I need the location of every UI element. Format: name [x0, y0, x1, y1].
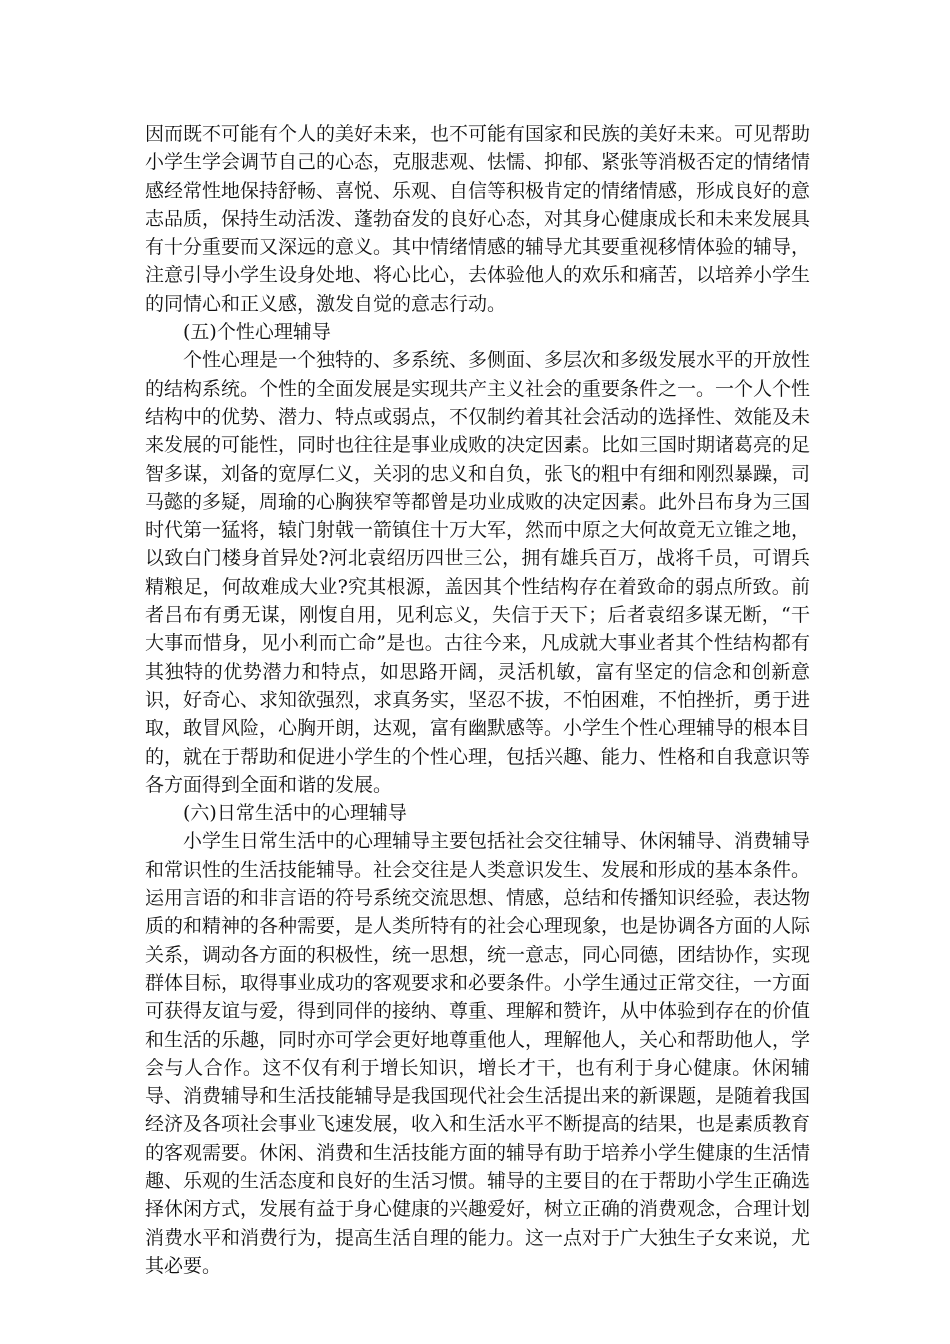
paragraph-emotion-continued: 因而既不可能有个人的美好未来，也不可能有国家和民族的美好未来。可见帮助小学生学会调节自己的心态，克服悲观、怯懦、抑郁、紧张等消极否定的情绪情感经常性地保持舒畅、喜悦、乐观、自信等积极肯定的情绪情感，形成良好的意志品质，保持生动活泼、蓬勃奋发的良好心态，对其身心健康成长和未来发展具有十分重要而又深远的意义。其中情绪情感的辅导尤其要重视移情体验的辅导，注意引导小学生设身处地、将心比心，去体验他人的欢乐和痛苦，以培养小学生的同情心和正义感，激发自觉的意志行动。 — [145, 123, 811, 315]
paragraph-personality: 个性心理是一个独特的、多系统、多侧面、多层次和多级发展水平的开放性的结构系统。个性的全面发展是实现共产主义社会的重要条件之一。一个人个性结构中的优势、潜力、特点或弱点，不仅制约着其社会活动的选择性、效能及未来发展的可能性，同时也往往是事业成败的决定因素。比如三国时期诸葛亮的足智多谋，刘备的宽厚仁义，关羽的忠义和自负，张飞的粗中有细和刚烈暴躁，司马懿的多疑，周瑜的心胸狭窄等都曾是功业成败的决定因素。此外吕布身为三国时代第一猛将，辕门射戟一箭镇住十万大军，然而中原之大何故竟无立锥之地，以致白门楼身首异处?河北袁绍历四世三公，拥有雄兵百万，战将千员，可谓兵精粮足，何故难成大业?究其根源，盖因其个性结构存在着致命的弱点所致。前者吕布有勇无谋，刚愎自用，见利忘义，失信于天下；后者袁绍多谋无断，“干大事而惜身，见小利而亡命”是也。古往今来，凡成就大事业者其个性结构都有其独特的优势潜力和特点，如思路开阔，灵活机敏，富有坚定的信念和创新意识，好奇心、求知欲强烈，求真务实，坚忍不拔，不怕困难，不怕挫折，勇于进取，敢冒风险，心胸开朗，达观，富有幽默感等。小学生个性心理辅导的根本目的，就在于帮助和促进小学生的个性心理，包括兴趣、能力、性格和自我意识等各方面得到全面和谐的发展。 — [145, 349, 811, 796]
document-page — [145, 120, 810, 1280]
paragraph-daily-life: 小学生日常生活中的心理辅导主要包括社会交往辅导、休闲辅导、消费辅导和常识性的生活技能辅导。社会交往是人类意识发生、发展和形成的基本条件。运用言语的和非言语的符号系统交流思想、情感，总结和传播知识经验，表达物质的和精神的各种需要，是人类所特有的社会心理现象，也是协调各方面的人际关系，调动各方面的积极性，统一思想，统一意志，同心同德，团结协作，实现群体目标，取得事业成功的客观要求和必要条件。小学生通过正常交往，一方面可获得友谊与爱，得到同伴的接纳、尊重、理解和赞许，从中体验到存在的价值和生活的乐趣，同时亦可学会更好地尊重他人，理解他人，关心和帮助他人，学会与人合作。这不仅有利于增长知识，增长才干，也有利于身心健康。休闲辅导、消费辅导和生活技能辅导是我国现代社会生活提出来的新课题，是随着我国经济及各项社会事业飞速发展，收入和生活水平不断提高的结果，也是素质教育的客观需要。休闲、消费和生活技能方面的辅导有助于培养小学生健康的生活情趣、乐观的生活态度和良好的生活习惯。辅导的主要目的在于帮助小学生正确选择休闲方式，发展有益于身心健康的兴趣爱好，树立正确的消费观念，合理计划消费水平和消费行为，提高生活自理的能力。这一点对于广大独生子女来说，尤其必要。 — [145, 830, 811, 1277]
section-heading-daily-life: (六)日常生活中的心理辅导 — [183, 802, 407, 825]
section-heading-personality: (五)个性心理辅导 — [183, 321, 331, 344]
